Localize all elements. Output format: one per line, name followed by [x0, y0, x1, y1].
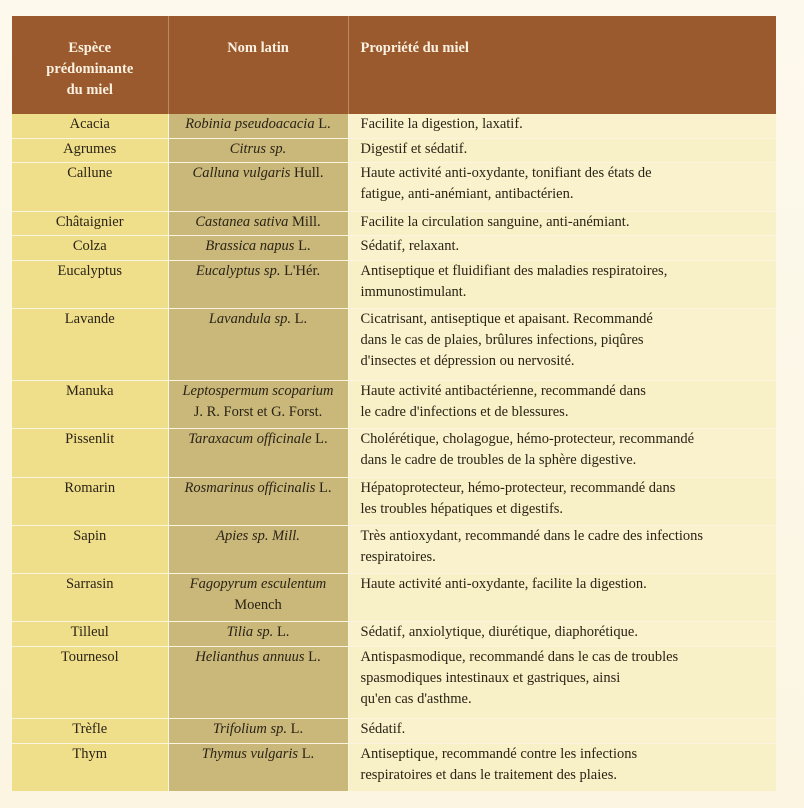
latin-name-italic: Apies sp. Mill. [216, 527, 300, 544]
latin-author: L. [311, 431, 328, 448]
latin-author: Hull. [290, 165, 324, 182]
table-row [12, 163, 776, 211]
table-row [12, 211, 776, 236]
property-cell [348, 114, 776, 138]
table-row [12, 574, 776, 622]
latin-author: Moench [234, 597, 282, 614]
property-line: Antiseptique et fluidifiant des maladies respiratoires, [360, 262, 668, 279]
property-cell [348, 477, 776, 525]
species-cell: Manuka [12, 381, 168, 429]
property-cell [348, 429, 776, 477]
property-line: Antiseptique, recommandé contre les infections [360, 745, 638, 762]
honey-properties-table [12, 16, 776, 792]
table-row [12, 114, 776, 138]
latin-author: L. [298, 745, 315, 762]
property-cell [348, 236, 776, 261]
table-row [12, 260, 776, 308]
table-row [12, 429, 776, 477]
property-line: spasmodiques intestinaux et gastriques, ainsi [360, 670, 621, 687]
species-cell: Tournesol [12, 647, 168, 719]
property-line: les troubles hépatiques et digestifs. [360, 500, 564, 517]
latin-author: L. [304, 649, 321, 666]
latin-author: L. [287, 720, 304, 737]
property-line: respiratoires et dans le traitement des plaies. [360, 766, 617, 783]
header-species-line-2: prédominante [46, 61, 134, 77]
table-row [12, 477, 776, 525]
latin-author: L. [294, 238, 311, 255]
property-line: d'insectes et dépression ou nervosité. [360, 353, 575, 370]
table-header-row [12, 16, 776, 114]
latin-author: L'Hér. [280, 262, 321, 279]
property-line: Haute activité anti-oxydante, facilite la digestion. [360, 576, 647, 593]
property-line: Sédatif, anxiolytique, diurétique, diaphorétique. [360, 624, 638, 641]
table-row [12, 647, 776, 719]
species-cell: Acacia [12, 114, 168, 138]
species-cell: Agrumes [12, 138, 168, 163]
latin-name-cell [168, 574, 348, 622]
property-line: Cholérétique, cholagogue, hémo-protecteur, recommandé [360, 431, 695, 448]
property-line: Facilite la digestion, laxatif. [360, 116, 523, 132]
latin-name-italic: Eucalyptus sp. [195, 262, 281, 279]
species-cell: Thym [12, 743, 168, 791]
property-cell [348, 163, 776, 211]
property-line: immunostimulant. [360, 283, 467, 300]
latin-name-cell [168, 309, 348, 381]
latin-name-cell [168, 138, 348, 163]
species-cell: Eucalyptus [12, 260, 168, 308]
property-cell [348, 309, 776, 381]
species-cell: Trèfle [12, 718, 168, 743]
latin-name-cell [168, 211, 348, 236]
header-species [12, 16, 168, 114]
table-row [12, 309, 776, 381]
table-row [12, 138, 776, 163]
latin-name-cell [168, 236, 348, 261]
latin-author: L. [314, 116, 331, 132]
property-cell [348, 622, 776, 647]
latin-name-italic: Calluna vulgaris [192, 165, 291, 182]
table-row [12, 622, 776, 647]
latin-name-cell [168, 525, 348, 573]
header-species-line-3: du miel [66, 82, 113, 98]
property-line: Digestif et sédatif. [360, 140, 468, 157]
latin-name-italic: Thymus vulgaris [201, 745, 299, 762]
latin-name-cell [168, 718, 348, 743]
header-latin: Nom latin [168, 16, 348, 114]
table-row [12, 743, 776, 791]
property-cell [348, 718, 776, 743]
table-row [12, 525, 776, 573]
latin-name-italic: Robinia pseudoacacia [185, 116, 315, 132]
table-body [12, 114, 776, 792]
species-cell: Callune [12, 163, 168, 211]
latin-name-cell [168, 477, 348, 525]
latin-name-italic: Tilia sp. [226, 624, 274, 641]
property-line: dans le cas de plaies, brûlures infections, piqûres [360, 332, 644, 349]
table-row [12, 236, 776, 261]
latin-author: L. [315, 479, 332, 496]
property-cell [348, 743, 776, 791]
property-cell [348, 211, 776, 236]
property-line: Hépatoprotecteur, hémo-protecteur, recommandé dans [360, 479, 676, 496]
latin-name-italic: Fagopyrum esculentum [189, 576, 327, 593]
header-property: Propriété du miel [348, 16, 776, 114]
property-line: Cicatrisant, antiseptique et apaisant. Recommandé [360, 311, 653, 328]
property-line: fatigue, anti-anémiant, antibactérien. [360, 186, 574, 203]
latin-name-italic: Rosmarinus officinalis [184, 479, 316, 496]
table-row [12, 718, 776, 743]
latin-name-italic: Castanea sativa [195, 213, 289, 230]
latin-name-cell [168, 163, 348, 211]
species-cell: Tilleul [12, 622, 168, 647]
header-species-line-1: Espèce [68, 40, 112, 56]
latin-name-cell [168, 647, 348, 719]
latin-name-italic: Lavandula sp. [208, 311, 292, 328]
property-cell [348, 381, 776, 429]
property-line: Très antioxydant, recommandé dans le cadre des infections [360, 527, 704, 544]
property-line: le cadre d'infections et de blessures. [360, 404, 569, 421]
species-cell: Châtaignier [12, 211, 168, 236]
property-cell [348, 574, 776, 622]
latin-name-italic: Citrus sp. [229, 140, 287, 157]
latin-author: J. R. Forst et G. Forst. [193, 404, 323, 421]
property-line: Facilite la circulation sanguine, anti-anémiant. [360, 213, 630, 230]
latin-name-italic: Taraxacum officinale [188, 431, 312, 448]
property-line: Sédatif. [360, 720, 406, 737]
property-line: Haute activité anti-oxydante, tonifiant des états de [360, 165, 652, 182]
species-cell: Pissenlit [12, 429, 168, 477]
latin-name-cell [168, 260, 348, 308]
latin-author: Mill. [288, 213, 321, 230]
table-row [12, 381, 776, 429]
property-line: Antispasmodique, recommandé dans le cas de troubles [360, 649, 679, 666]
property-line: Sédatif, relaxant. [360, 238, 460, 255]
property-cell [348, 138, 776, 163]
species-cell: Colza [12, 236, 168, 261]
species-cell: Lavande [12, 309, 168, 381]
property-cell [348, 525, 776, 573]
latin-name-italic: Helianthus annuus [195, 649, 305, 666]
latin-name-cell [168, 622, 348, 647]
species-cell: Sapin [12, 525, 168, 573]
latin-name-cell [168, 114, 348, 138]
property-line: dans le cadre de troubles de la sphère digestive. [360, 452, 637, 469]
latin-author: L. [273, 624, 290, 641]
latin-name-cell [168, 429, 348, 477]
species-cell: Romarin [12, 477, 168, 525]
latin-name-italic: Brassica napus [205, 238, 295, 255]
latin-name-cell [168, 381, 348, 429]
latin-name-italic: Leptospermum scoparium [182, 383, 334, 400]
latin-author: L. [291, 311, 308, 328]
latin-name-cell [168, 743, 348, 791]
property-line: respiratoires. [360, 548, 436, 565]
latin-name-italic: Trifolium sp. [212, 720, 288, 737]
property-cell [348, 647, 776, 719]
species-cell: Sarrasin [12, 574, 168, 622]
property-line: qu'en cas d'asthme. [360, 691, 472, 708]
property-line: Haute activité antibactérienne, recommandé dans [360, 383, 646, 400]
property-cell [348, 260, 776, 308]
